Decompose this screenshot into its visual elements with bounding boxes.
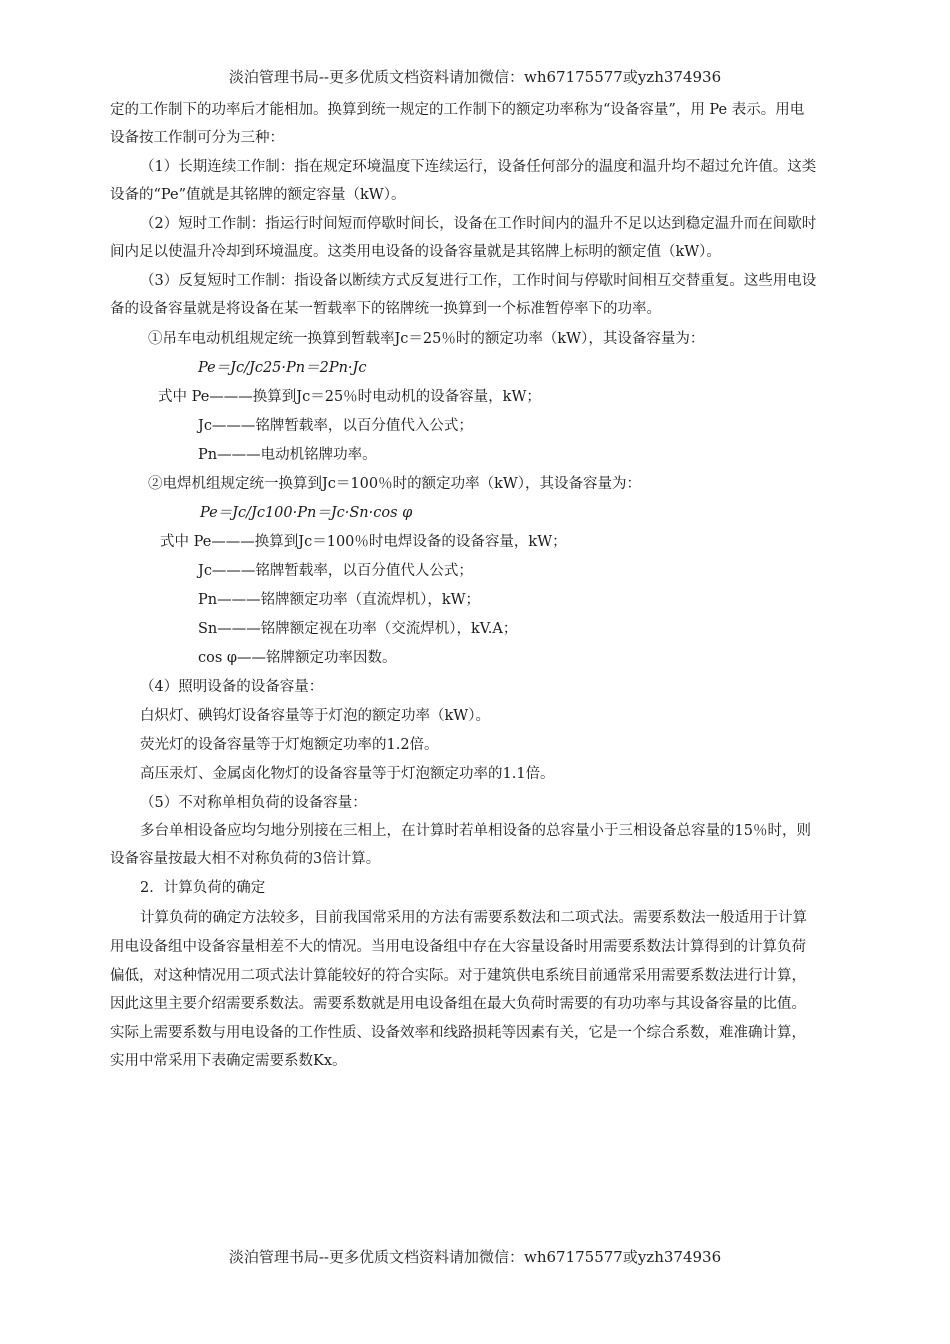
- text-line: 白炽灯、碘钨灯设备容量等于灯泡的额定功率（kW）。: [140, 708, 490, 724]
- formula: Pe＝Jc/Jc100·Pn＝Jc·Sn·cos φ: [200, 505, 413, 521]
- text-line: 设备的“Pe”值就是其铭牌的额定容量（kW）。: [110, 187, 406, 203]
- text-line: 计算负荷的确定方法较多，目前我国常采用的方法有需要系数法和二项式法。需要系数法一般适用于计算: [140, 910, 807, 926]
- text-line: 设备容量按最大相不对称负荷的3倍计算。: [110, 851, 381, 867]
- section-heading: 2．计算负荷的确定: [140, 880, 266, 896]
- text-line: 间内足以使温升冷却到环境温度。这类用电设备的设备容量就是其铭牌上标明的额定值（kW）。: [110, 244, 721, 260]
- text-line: Jc———铭牌暂载率，以百分值代入公式；: [198, 418, 473, 434]
- text-line: 式中 Pe———换算到Jc＝100％时电焊设备的设备容量，kW；: [160, 534, 567, 550]
- text-line: 偏低，对这种情况用二项式法计算能较好的符合实际。对于建筑供电系统目前通常采用需要系数法进行计算，: [110, 968, 806, 984]
- text-line: 高压汞灯、金属卤化物灯的设备容量等于灯泡额定功率的1.1倍。: [140, 766, 555, 782]
- text-line: Sn———铭牌额定视在功率（交流焊机），kV.A；: [198, 621, 518, 637]
- text-line: （2）短时工作制：指运行时间短而停歇时间长，设备在工作时间内的温升不足以达到稳定温升而在间歇时: [140, 216, 817, 232]
- text-line: （5）不对称单相负荷的设备容量：: [140, 795, 367, 811]
- text-line: ②电焊机组规定统一换算到Jc＝100％时的额定功率（kW），其设备容量为：: [148, 476, 642, 492]
- text-line: cos φ——铭牌额定功率因数。: [198, 650, 397, 666]
- text-line: 定的工作制下的功率后才能相加。换算到统一规定的工作制下的额定功率称为“设备容量”，用 Pe 表示。用电: [110, 102, 805, 118]
- text-line: Pn———铭牌额定功率（直流焊机），kW；: [198, 592, 481, 608]
- formula: Pe＝Jc/Jc25·Pn＝2Pn·Jc: [198, 360, 367, 376]
- text-line: 多台单相设备应均匀地分别接在三相上，在计算时若单相设备的总容量小于三相设备总容量的15％时，则: [140, 823, 811, 839]
- text-line: （4）照明设备的设备容量：: [140, 679, 324, 695]
- text-line: 实际上需要系数与用电设备的工作性质、设备效率和线路损耗等因素有关，它是一个综合系数，难准确计算，: [110, 1025, 806, 1041]
- page-footer: 淡泊管理书局--更多优质文档资料请加微信：wh67175577或yzh374936: [228, 1248, 722, 1266]
- text-line: 因此这里主要介绍需要系数法。需要系数就是用电设备组在最大负荷时需要的有功功率与其设备容量的比值。: [110, 996, 806, 1012]
- text-line: Jc———铭牌暂载率，以百分值代人公式；: [198, 563, 473, 579]
- text-line: （3）反复短时工作制：指设备以断续方式反复进行工作，工作时间与停歇时间相互交替重复。这些用电设: [140, 273, 817, 289]
- page-header: 淡泊管理书局--更多优质文档资料请加微信：wh67175577或yzh374936: [228, 68, 722, 86]
- text-line: 设备按工作制可分为三种：: [110, 130, 284, 146]
- text-line: 备的设备容量就是将设备在某一暂载率下的铭牌统一换算到一个标准暂停率下的功率。: [110, 301, 661, 317]
- text-line: 荧光灯的设备容量等于灯炮额定功率的1.2倍。: [140, 737, 439, 753]
- text-line: （1）长期连续工作制：指在规定环境温度下连续运行，设备任何部分的温度和温升均不超过允许值。这类: [140, 159, 817, 175]
- text-line: Pn———电动机铭牌功率。: [198, 447, 377, 463]
- text-line: 用电设备组中设备容量相差不大的情况。当用电设备组中存在大容量设备时用需要系数法计算得到的计算负荷: [110, 939, 806, 955]
- text-line: 实用中常采用下表确定需要系数Kx。: [110, 1053, 347, 1069]
- text-line: ①吊车电动机组规定统一换算到暂载率Jc＝25％时的额定功率（kW），其设备容量为：: [148, 331, 705, 347]
- text-line: 式中 Pe———换算到Jc＝25％时电动机的设备容量，kW；: [158, 389, 541, 405]
